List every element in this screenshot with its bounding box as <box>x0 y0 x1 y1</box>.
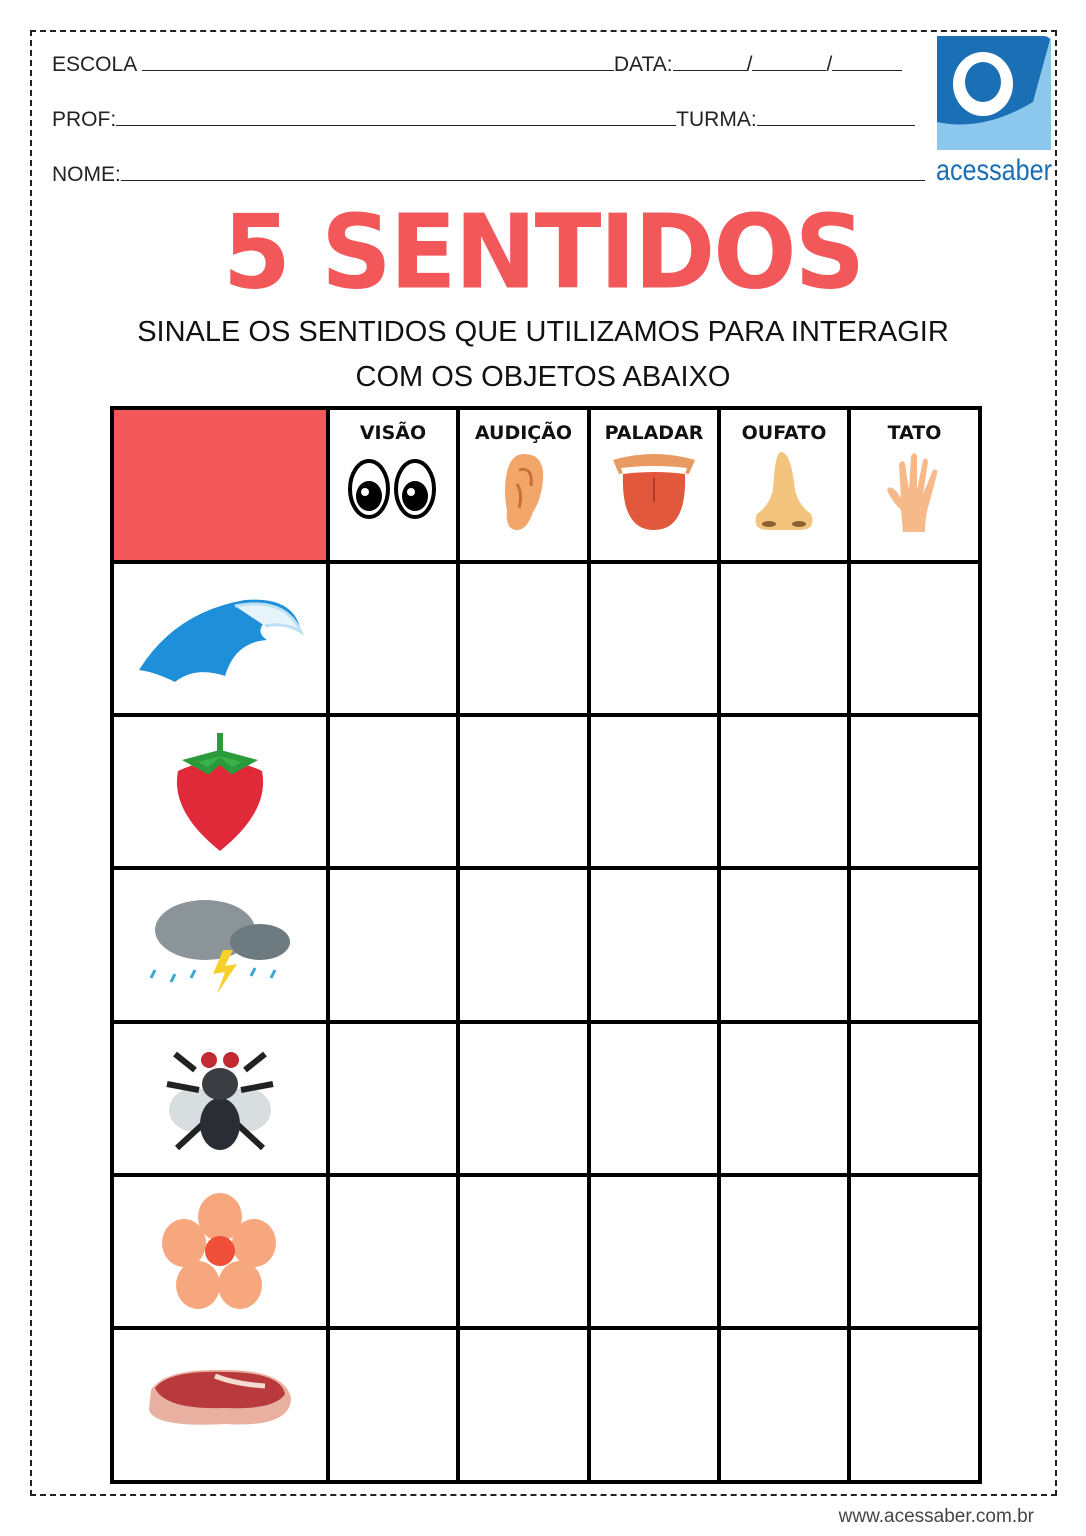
hand-icon <box>851 450 978 534</box>
column-label: TATO <box>887 422 942 444</box>
column-header-visao <box>328 408 458 562</box>
flower-icon <box>114 1193 326 1309</box>
check-cell[interactable] <box>849 1022 980 1175</box>
row-item-wave <box>112 562 328 715</box>
check-cell[interactable] <box>458 1022 589 1175</box>
check-cell[interactable] <box>849 715 980 868</box>
check-cell[interactable] <box>458 1175 589 1328</box>
svg-text:acessaber: acessaber <box>936 154 1053 187</box>
row-item-strawberry <box>112 715 328 868</box>
storm-cloud-icon <box>114 890 326 1000</box>
row-item-steak <box>112 1328 328 1482</box>
acessaber-logo <box>933 32 1055 186</box>
check-cell[interactable] <box>328 715 458 868</box>
escola-field[interactable] <box>52 53 902 77</box>
senses-table <box>110 406 982 1484</box>
nome-label: NOME: <box>52 163 121 186</box>
nose-icon <box>721 450 847 534</box>
date-separator: / <box>826 53 833 76</box>
prof-label: PROF: <box>52 108 117 131</box>
column-header-olfato <box>719 408 849 562</box>
column-label: AUDIÇÃO <box>474 422 573 444</box>
column-label: PALADAR <box>604 422 704 444</box>
check-cell[interactable] <box>589 715 719 868</box>
eyes-icon <box>330 456 456 522</box>
data-label: DATA: <box>613 53 673 76</box>
column-header-paladar <box>589 408 719 562</box>
check-cell[interactable] <box>719 715 849 868</box>
check-cell[interactable] <box>719 1022 849 1175</box>
check-cell[interactable] <box>719 1175 849 1328</box>
check-cell[interactable] <box>849 868 980 1022</box>
check-cell[interactable] <box>589 1328 719 1482</box>
date-separator: / <box>746 53 753 76</box>
check-cell[interactable] <box>849 562 980 715</box>
check-cell[interactable] <box>589 1175 719 1328</box>
instruction-line-1: SINALE OS SENTIDOS QUE UTILIZAMOS PARA INTERAGIR <box>137 316 949 348</box>
check-cell[interactable] <box>328 1022 458 1175</box>
column-header-audicao <box>458 408 589 562</box>
wave-icon <box>114 592 326 692</box>
check-cell[interactable] <box>589 1022 719 1175</box>
check-cell[interactable] <box>849 1175 980 1328</box>
column-label: OUFATO <box>741 422 827 444</box>
check-cell[interactable] <box>328 1328 458 1482</box>
column-label: VISÃO <box>359 422 427 444</box>
check-cell[interactable] <box>458 715 589 868</box>
check-cell[interactable] <box>328 562 458 715</box>
footer-url: www.acessaber.com.br <box>838 1506 1034 1527</box>
header-corner-cell <box>112 408 328 562</box>
check-cell[interactable] <box>328 1175 458 1328</box>
steak-icon <box>114 1364 326 1428</box>
nome-field[interactable] <box>52 163 925 187</box>
check-cell[interactable] <box>458 562 589 715</box>
check-cell[interactable] <box>328 868 458 1022</box>
row-item-fly <box>112 1022 328 1175</box>
strawberry-icon <box>114 731 326 855</box>
check-cell[interactable] <box>458 868 589 1022</box>
check-cell[interactable] <box>719 1328 849 1482</box>
check-cell[interactable] <box>458 1328 589 1482</box>
row-item-flower <box>112 1175 328 1328</box>
instruction-line-2: COM OS OBJETOS ABAIXO <box>355 361 731 393</box>
row-item-storm <box>112 868 328 1022</box>
column-header-tato <box>849 408 980 562</box>
tongue-icon <box>591 450 717 534</box>
check-cell[interactable] <box>589 562 719 715</box>
escola-label: ESCOLA <box>52 53 137 76</box>
page-title: 5 SENTIDOS <box>222 193 864 313</box>
check-cell[interactable] <box>719 868 849 1022</box>
prof-field[interactable] <box>52 108 915 132</box>
check-cell[interactable] <box>719 562 849 715</box>
check-cell[interactable] <box>849 1328 980 1482</box>
check-cell[interactable] <box>589 868 719 1022</box>
fly-icon <box>114 1044 326 1156</box>
turma-label: TURMA: <box>676 108 757 131</box>
ear-icon <box>460 450 587 534</box>
